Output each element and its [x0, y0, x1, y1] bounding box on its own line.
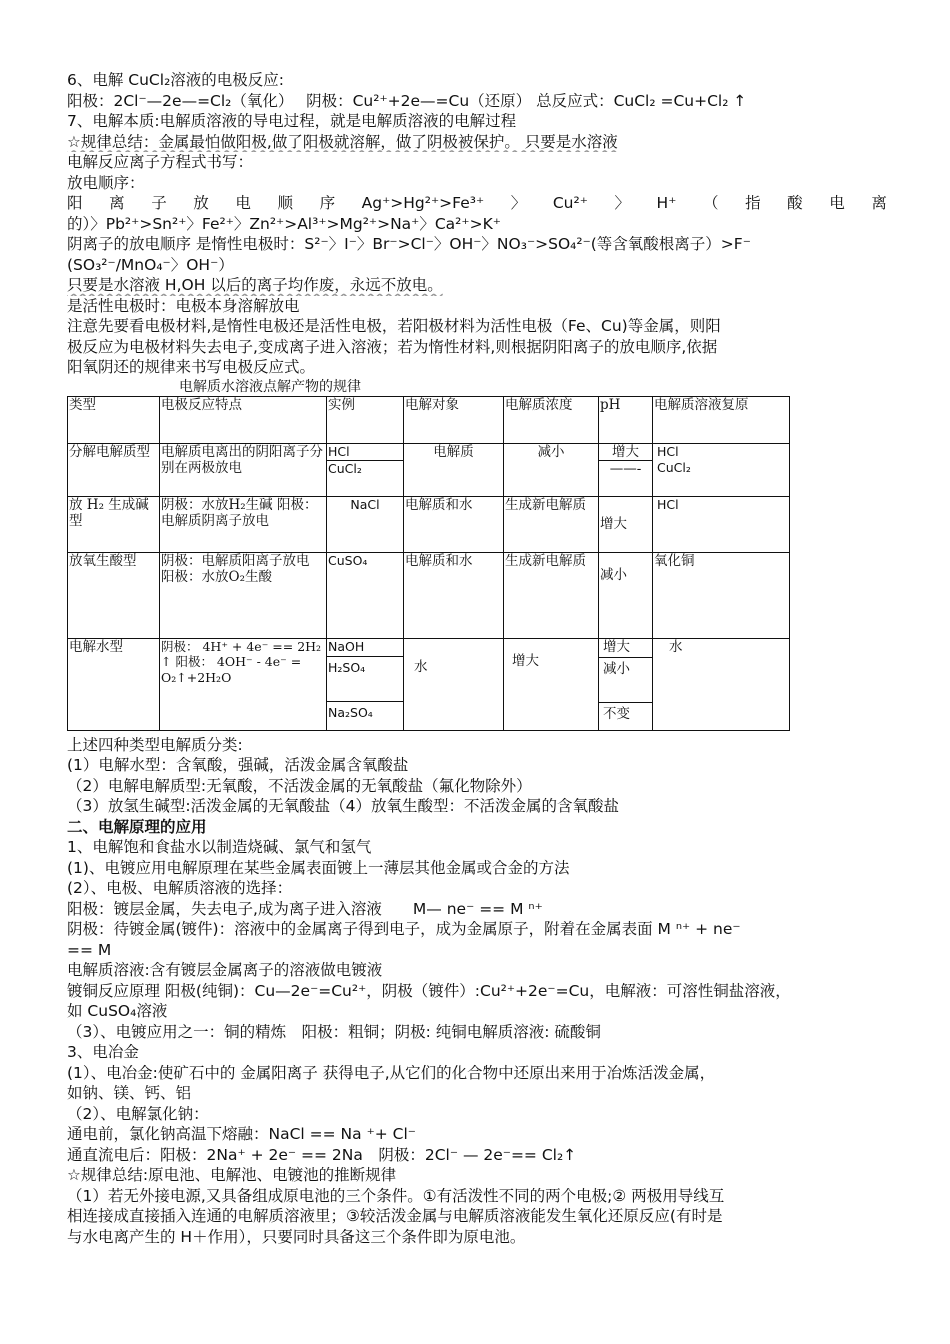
text-line-b25: 与水电离产生的 H＋作用），只要同时具备这三个条件即为原电池。 — [67, 1227, 526, 1246]
text-line-b23: （1）若无外接电源,又具备组成原电池的三个条件。①有活泼性不同的两个电极;② 两极用导线互 — [67, 1186, 725, 1205]
cell-ph: 增大 ——- — [599, 443, 653, 496]
table-row — [68, 443, 790, 496]
text-line-b16: 3、电冶金 — [67, 1043, 139, 1061]
text-line-12: 是活性电极时：电极本身溶解放电 — [67, 296, 300, 315]
header-restore: 电解质溶液复原 — [653, 396, 790, 443]
cell-conc: 增大 — [504, 638, 599, 730]
text-line-b22: ☆规律总结:原电池、电解池、电镀池的推断规律 — [67, 1166, 397, 1184]
note-no-discharge: 只要是水溶液 H,OH 以后的离子均作废，永远不放电。 — [67, 276, 443, 294]
table-title: 电解质水溶液点解产物的规律 — [179, 378, 361, 395]
text-line-13: 注意先要看电极材料,是惰性电极还是活性电极，若阳极材料为活性电极（Fe、Cu)等金属，则阳 — [67, 317, 721, 335]
text-line-11 — [67, 275, 887, 296]
text-line-b15: （3）、电镀应用之一：铜的精炼 阳极：粗铜；阴极: 纯铜电解质溶液: 硫酸铜 — [67, 1022, 601, 1041]
cell-feature: 阴极： 4H⁺ + 4e⁻ == 2H₂ ↑ 阳极： 4OH⁻ - 4e⁻ = O₂↑+2H₂O — [160, 638, 327, 730]
text-line-1: 6、电解 CuCl₂溶液的电极反应: — [67, 71, 285, 89]
cell-object: 电解质和水 — [404, 496, 504, 552]
cell-ph: 减小 — [599, 552, 653, 638]
text-line-15: 阳氧阴还的规律来书写电极反应式。 — [67, 358, 316, 376]
text-line-3: 7、电解本质:电解质溶液的导电过程，就是电解质溶液的电解过程 — [67, 112, 517, 130]
cell-type: 分解电解质型 — [68, 443, 160, 496]
cell-feature: 阴极：电解质阳离子放电 阳极：水放O₂生酸 — [160, 552, 327, 638]
cell-example: NaOH H₂SO₄ Na₂SO₄ — [327, 638, 404, 730]
cell-object: 水 — [404, 638, 504, 730]
cell-feature: 阴极：水放H₂生碱 阳极：电解质阴离子放电 — [160, 496, 327, 552]
text-line-b17: (1）、电冶金:使矿石中的 金属阳离子 获得电子,从它们的化合物中还原出来用于冶炼活泼金属， — [67, 1063, 716, 1082]
text-line-b3: （2）电解电解质型:无氧酸，不活泼金属的无氧酸盐（氟化物除外） — [67, 776, 532, 795]
cell-feature: 电解质电离出的阴阳离子分别在两极放电 — [160, 443, 327, 496]
text-line-b11: == M — [67, 940, 112, 959]
cell-example: HCl CuCl₂ — [327, 443, 404, 496]
text-line-4 — [67, 132, 887, 153]
header-feature: 电极反应特点 — [160, 396, 327, 443]
cell-object: 电解质 — [404, 443, 504, 496]
cell-restore: HCl CuCl₂ — [653, 443, 790, 496]
cell-object: 电解质和水 — [404, 552, 504, 638]
cell-type: 电解水型 — [68, 638, 160, 730]
cell-type: 放 H₂ 生成碱型 — [68, 496, 160, 552]
text-line-b21: 通直流电后：阳极：2Na⁺ + 2e⁻ == 2Na 阴极：2Cl⁻ — 2e⁻== Cl₂↑ — [67, 1145, 577, 1164]
text-line-b18: 如钠、镁、钙、铝 — [67, 1084, 192, 1102]
text-line-5: 电解反应离子方程式书写： — [67, 153, 254, 171]
text-line-b4: （3）放氢生碱型:活泼金属的无氧酸盐（4）放氧生酸型：不活泼金属的含氧酸盐 — [67, 797, 619, 815]
table-row — [68, 638, 790, 730]
cell-restore: 水 — [653, 638, 790, 730]
cell-conc: 生成新电解质 — [504, 552, 599, 638]
text-line-b1: 上述四种类型电解质分类: — [67, 735, 243, 754]
cell-restore: 氧化铜 — [653, 552, 790, 638]
table-header-row — [68, 396, 790, 443]
text-line-b24: 相连接成直接插入连通的电解质溶液里；③较活泼金属与电解质溶液能发生氧化还原反应(有时是 — [67, 1207, 723, 1225]
header-object: 电解对象 — [404, 396, 504, 443]
rule-summary: ☆规律总结：金属最怕做阳极,做了阳极就溶解，做了阴极被保护。 只要是水溶液 — [67, 132, 618, 151]
document-page — [67, 70, 887, 1247]
text-line-b13: 镀铜反应原理 阳极(纯铜)：Cu—2e⁻=Cu²⁺，阴极（镀件）:Cu²⁺+2e⁻=Cu，电解液：可溶性铜盐溶液， — [67, 981, 791, 1000]
cell-ph: 增大 — [599, 496, 653, 552]
cell-example: NaCl — [327, 496, 404, 552]
cell-example: CuSO₄ — [327, 552, 404, 638]
text-line-6: 放电顺序： — [67, 173, 145, 192]
text-line-b14: 如 CuSO₄溶液 — [67, 1002, 168, 1020]
text-line-b6: 1、电解饱和食盐水以制造烧碱、氯气和氢气 — [67, 838, 372, 856]
text-line-b12: 电解质溶液:含有镀层金属离子的溶液做电镀液 — [67, 961, 383, 979]
text-line-b10: 阴极：待镀金属(镀件)：溶液中的金属离子得到电子，成为金属原子，附着在金属表面 M ⁿ⁺ + ne⁻ — [67, 920, 741, 938]
header-example: 实例 — [327, 396, 404, 443]
text-line-9: 阴离子的放电顺序 是惰性电极时：S²⁻〉I⁻〉Br⁻>Cl⁻〉OH⁻〉NO₃⁻>SO₄²⁻(等含氧酸根离子）>F⁻ — [67, 235, 751, 253]
text-line-14: 极反应为电极材料失去电子,变成离子进入溶液；若为惰性材料,则根据阴阳离子的放电顺序,依据 — [67, 337, 718, 356]
text-line-b7: (1)、电镀应用电解原理在某些金属表面镀上一薄层其他金属或合金的方法 — [67, 858, 570, 877]
text-line-b8: (2）、电极、电解质溶液的选择： — [67, 879, 293, 897]
text-line-b19: （2）、电解氯化钠： — [67, 1104, 209, 1123]
header-conc: 电解质浓度 — [504, 396, 599, 443]
text-line-8: 的）〉Pb²⁺>Sn²⁺〉Fe²⁺〉Zn²⁺>Al³⁺>Mg²⁺>Na⁺〉Ca²⁺>K⁺ — [67, 214, 501, 233]
table-row — [68, 496, 790, 552]
cell-type: 放氧生酸型 — [68, 552, 160, 638]
header-ph: pH — [599, 396, 653, 443]
text-line-10: (SO₃²⁻/MnO₄⁻〉OH⁻） — [67, 255, 234, 274]
text-line-b2: (1）电解水型：含氧酸，强碱，活泼金属含氧酸盐 — [67, 756, 409, 774]
electrolysis-table — [67, 396, 790, 731]
text-line-b9: 阳极：镀层金属，失去电子,成为离子进入溶液 M— ne⁻ == M ⁿ⁺ — [67, 899, 543, 918]
table-row — [68, 552, 790, 638]
cation-order-line: 阳 离 子 放 电 顺 序 Ag⁺>Hg²⁺>Fe³⁺ 〉 Cu²⁺ 〉 H⁺ （ 指 酸 电 离 — [67, 194, 887, 212]
cell-conc: 生成新电解质 — [504, 496, 599, 552]
cell-conc: 减小 — [504, 443, 599, 496]
text-line-b20: 通电前，氯化钠高温下熔融：NaCl == Na ⁺+ Cl⁻ — [67, 1125, 416, 1143]
cell-restore: HCl — [653, 496, 790, 552]
section-heading: 二、电解原理的应用 — [67, 817, 207, 836]
cell-ph: 增大 减小 不变 — [599, 638, 653, 730]
text-line-2: 阳极：2Cl⁻—2e—=Cl₂（氧化） 阴极：Cu²⁺+2e—=Cu（还原） 总反应式：CuCl₂ =Cu+Cl₂ ↑ — [67, 91, 747, 110]
header-type: 类型 — [68, 396, 160, 443]
